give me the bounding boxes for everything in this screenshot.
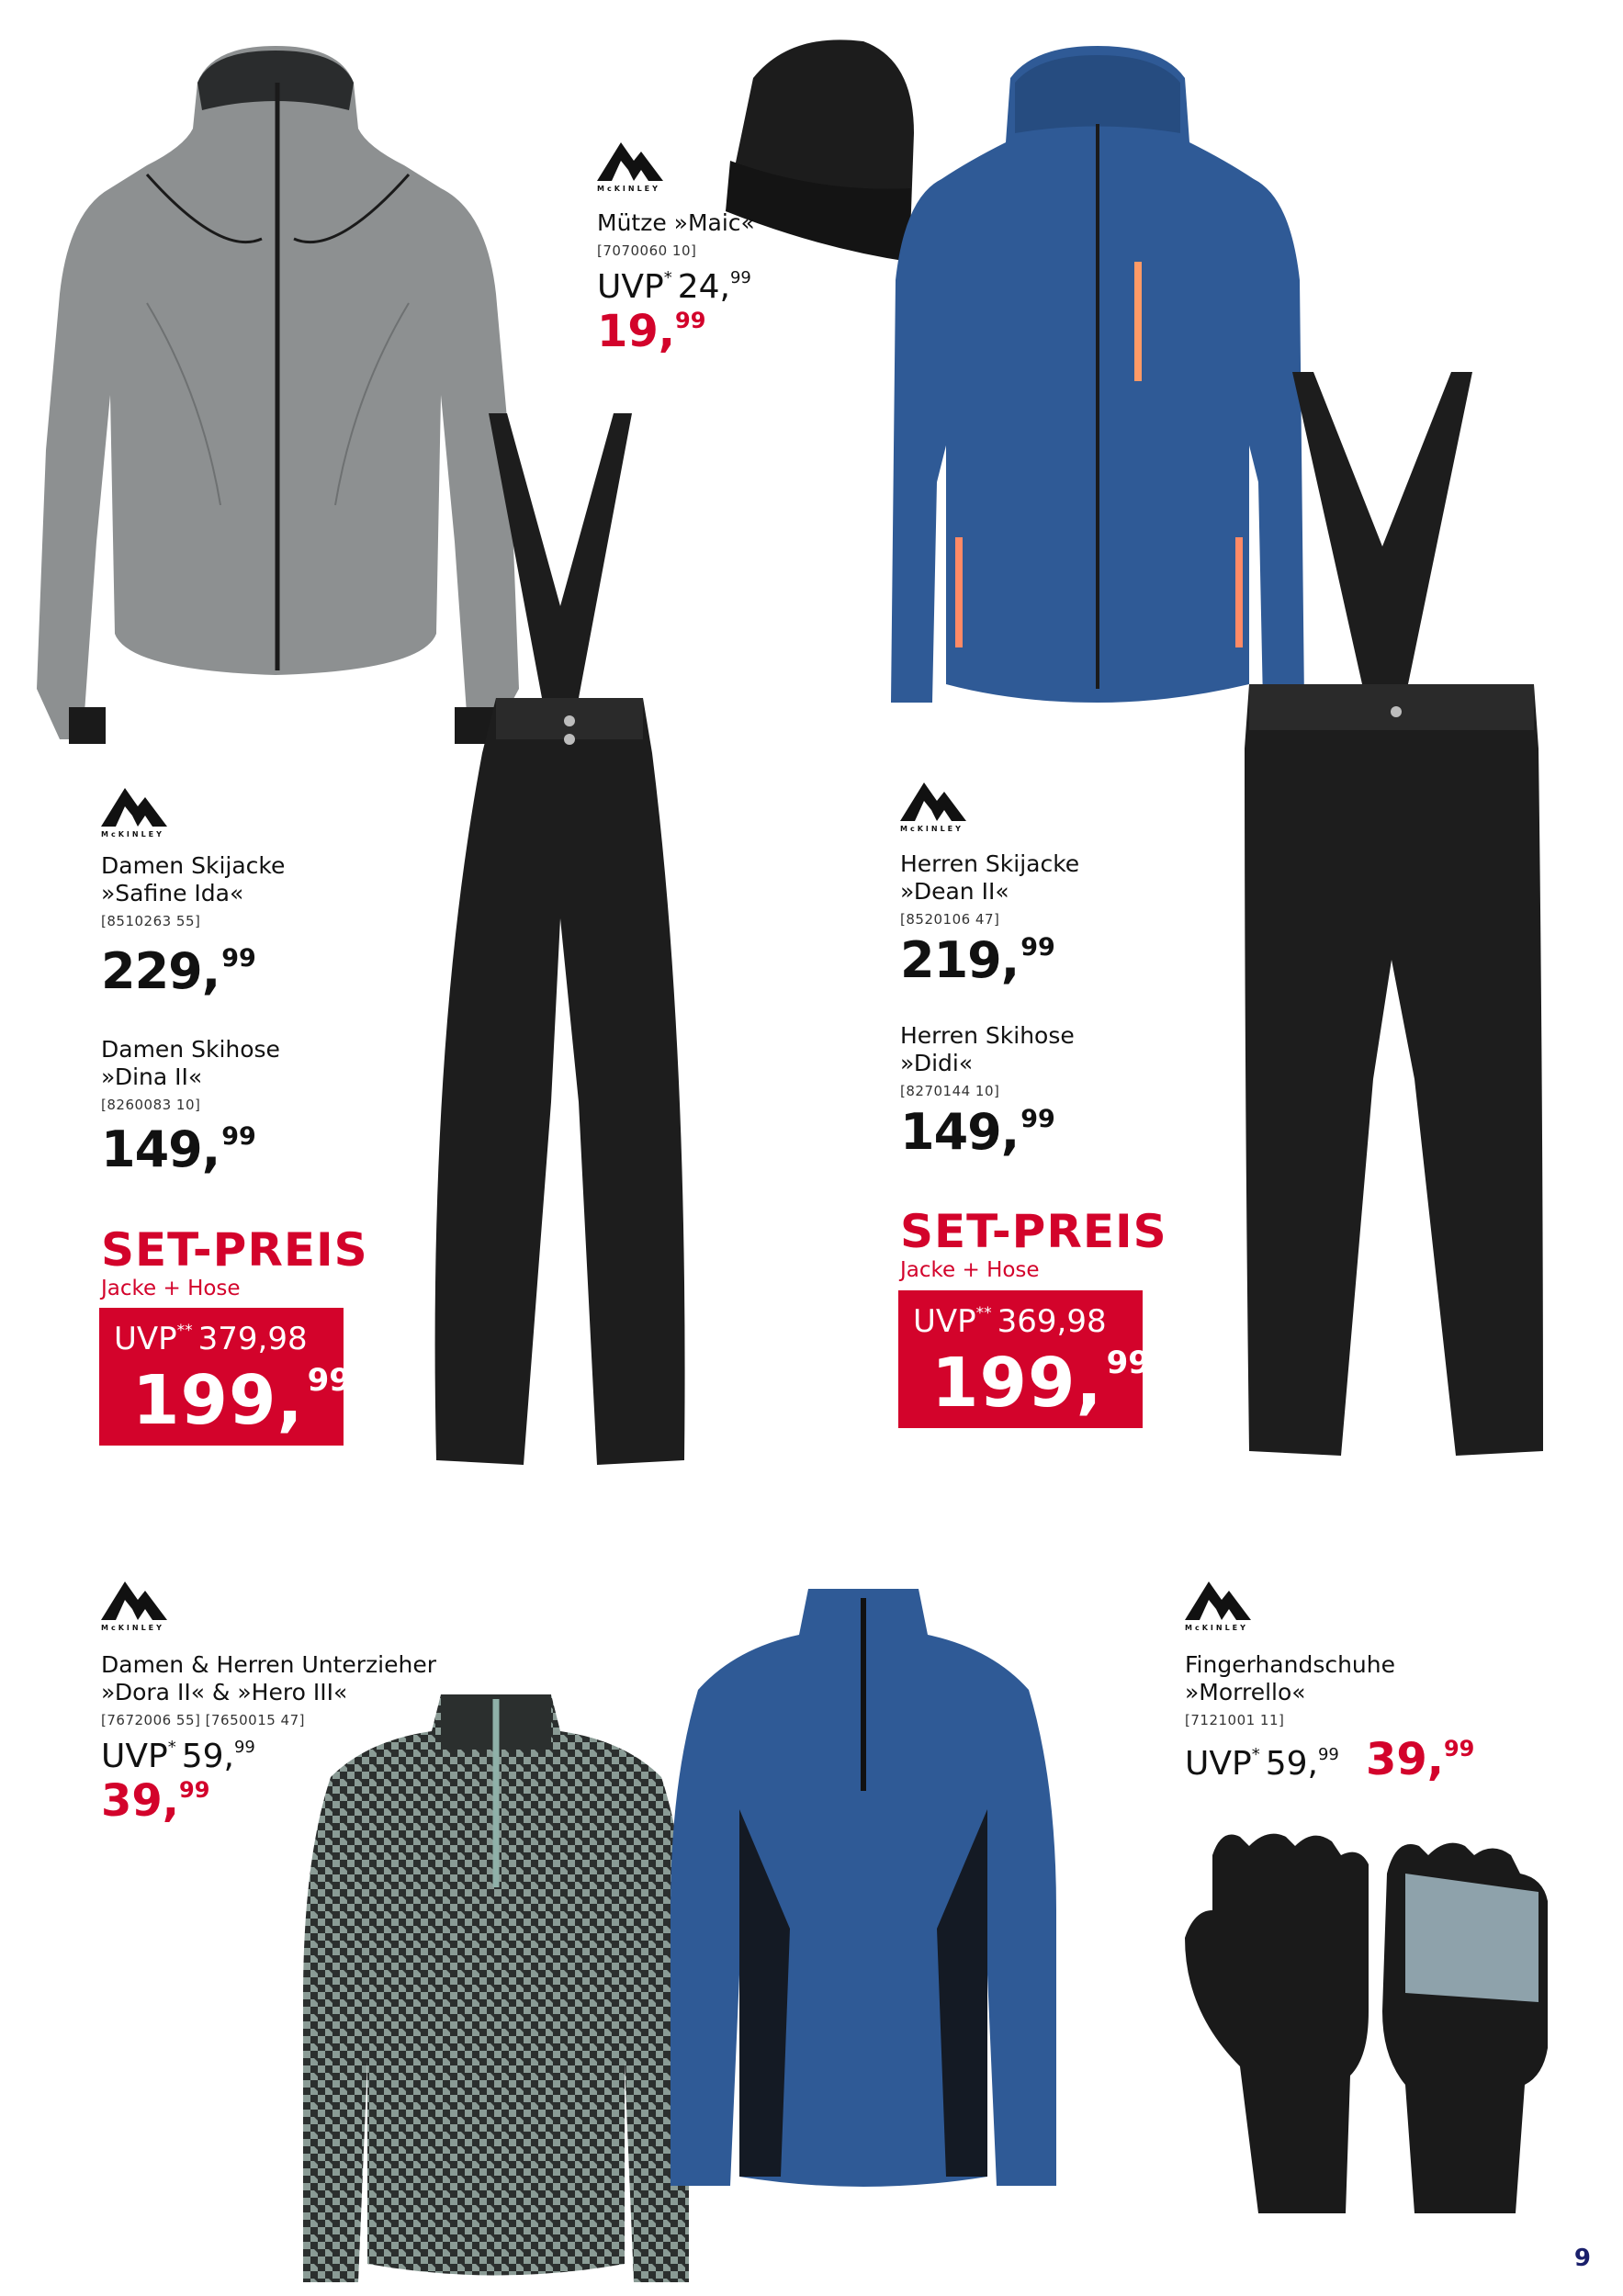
mckinley-mountain-icon [1185, 1572, 1251, 1620]
mens-pants-model: »Didi« [900, 1050, 974, 1076]
mens-ski-pants-image [1226, 363, 1557, 1465]
womens-jacket-price: 229,99 [101, 942, 256, 1000]
mckinley-mountain-icon [900, 773, 966, 821]
womens-set-price-title: SET-PREIS [101, 1223, 368, 1277]
mens-jacket-title: Herren Skijacke [900, 850, 1080, 877]
mens-set-price-box [898, 1290, 1150, 1428]
womens-pants-title: Damen Skihose [101, 1036, 280, 1063]
hat-price: 19,99 [597, 306, 706, 357]
underwear-article-numbers: [7672006 55] [7650015 47] [101, 1712, 305, 1728]
mckinley-logo [900, 773, 1010, 833]
mckinley-logo [101, 779, 211, 838]
mckinley-mountain-icon [101, 1572, 167, 1620]
brand-name: McKINLEY [900, 825, 964, 833]
mckinley-logo [597, 133, 707, 193]
gloves-title: Fingerhandschuhe [1185, 1651, 1396, 1678]
hat-title: Mütze »Maic« [597, 209, 755, 236]
womens-ski-pants-image [423, 404, 698, 1479]
mckinley-logo [1185, 1572, 1295, 1632]
gloves-price: 39,99 [1365, 1734, 1475, 1785]
womens-set-uvp: UVP** 379,98 [114, 1321, 308, 1357]
gloves-uvp-price: UVP* 59,99 [1185, 1745, 1339, 1783]
womens-set-price: 199, $^{99}$ [132, 1361, 351, 1440]
womens-set-price-box [99, 1308, 351, 1446]
underwear-uvp-price: UVP* 59,99 [101, 1738, 255, 1775]
hat-article-number: [7070060 10] [597, 242, 697, 259]
womens-pants-article-number: [8260083 10] [101, 1097, 201, 1113]
mens-jacket-model: »Dean II« [900, 878, 1009, 905]
mens-pants-title: Herren Skihose [900, 1022, 1075, 1049]
mens-set-price: 199, $^{99}$ [931, 1344, 1150, 1423]
womens-jacket-article-number: [8510263 55] [101, 913, 201, 929]
womens-set-subtitle: Jacke + Hose [101, 1277, 241, 1300]
brand-name: McKINLEY [101, 830, 164, 838]
mens-set-uvp: UVP** 369,98 [913, 1303, 1107, 1340]
womens-pants-price: 149,99 [101, 1120, 256, 1178]
mens-set-subtitle: Jacke + Hose [900, 1258, 1040, 1282]
gloves-model: »Morrello« [1185, 1679, 1306, 1705]
mckinley-mountain-icon [597, 133, 663, 181]
underwear-models: »Dora II« & »Hero III« [101, 1679, 348, 1705]
underwear-price: 39,99 [101, 1775, 210, 1827]
blue-half-zip-image [671, 1580, 1056, 2195]
brand-name: McKINLEY [101, 1624, 164, 1632]
ski-gloves-image [1185, 1828, 1552, 2232]
mens-pants-article-number: [8270144 10] [900, 1083, 1000, 1099]
page-number: 9 [1573, 2245, 1591, 2272]
mens-set-price-title: SET-PREIS [900, 1205, 1167, 1258]
underwear-title: Damen & Herren Unterzieher [101, 1651, 437, 1678]
brand-name: McKINLEY [1185, 1624, 1248, 1632]
mens-jacket-price: 219,99 [900, 931, 1055, 989]
mckinley-logo [101, 1572, 211, 1632]
womens-pants-model: »Dina II« [101, 1064, 203, 1090]
mens-jacket-article-number: [8520106 47] [900, 911, 1000, 928]
gloves-article-number: [7121001 11] [1185, 1712, 1285, 1728]
hat-uvp-price: UVP* 24,99 [597, 268, 751, 306]
womens-jacket-title: Damen Skijacke [101, 852, 286, 879]
mens-pants-price: 149,99 [900, 1103, 1055, 1161]
mckinley-mountain-icon [101, 779, 167, 827]
brand-name: McKINLEY [597, 185, 660, 193]
womens-jacket-model: »Safine Ida« [101, 880, 244, 906]
